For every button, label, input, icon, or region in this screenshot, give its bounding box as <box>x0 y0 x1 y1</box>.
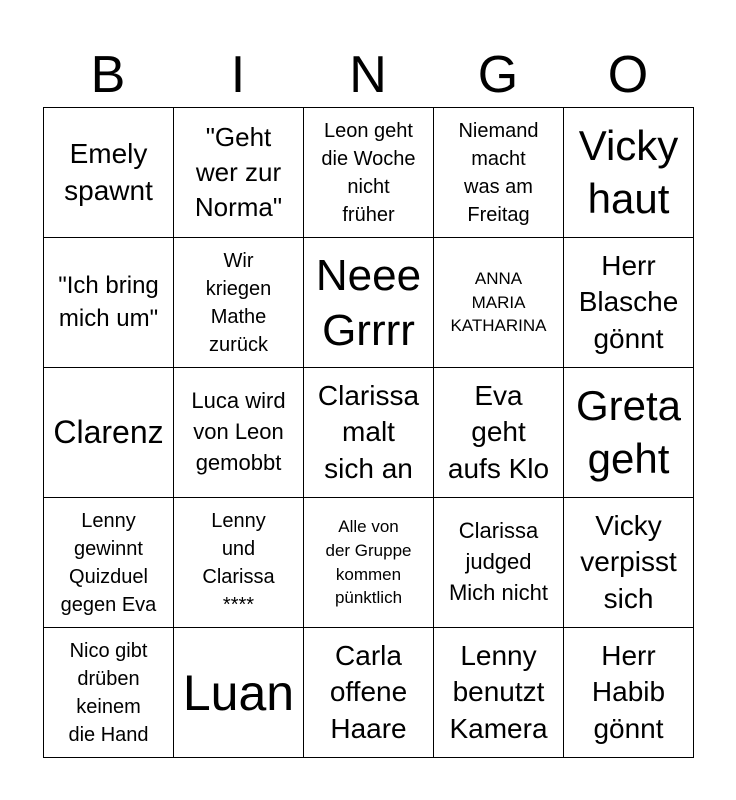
bingo-cell: Clarenz <box>44 368 174 498</box>
header-letter-i: I <box>230 46 246 104</box>
bingo-cell: Greta geht <box>564 368 694 498</box>
header-letter-g: G <box>477 46 519 104</box>
header-letter-n: N <box>349 46 387 104</box>
bingo-cell: "Geht wer zur Norma" <box>174 108 304 238</box>
bingo-cell: Eva geht aufs Klo <box>434 368 564 498</box>
bingo-cell: Niemand macht was am Freitag <box>434 108 564 238</box>
header-letter-b: B <box>90 46 126 104</box>
board-row <box>44 628 694 758</box>
bingo-cell: Herr Blasche gönnt <box>564 238 694 368</box>
bingo-cell: "Ich bring mich um" <box>44 238 174 368</box>
bingo-cell: Clarissa judged Mich nicht <box>434 498 564 628</box>
board-row <box>44 368 694 498</box>
bingo-cell: Nico gibt drüben keinem die Hand <box>44 628 174 758</box>
header-letter-o: O <box>607 46 649 104</box>
bingo-cell: Clarissa malt sich an <box>304 368 434 498</box>
bingo-cell: Neee Grrrr <box>304 238 434 368</box>
bingo-cell: Lenny und Clarissa **** <box>174 498 304 628</box>
bingo-cell: Vicky verpisst sich <box>564 498 694 628</box>
bingo-cell: Herr Habib gönnt <box>564 628 694 758</box>
bingo-cell: Luca wird von Leon gemobbt <box>174 368 304 498</box>
bingo-cell: Luan <box>174 628 304 758</box>
bingo-board <box>43 107 694 758</box>
bingo-cell: Emely spawnt <box>44 108 174 238</box>
bingo-cell: Leon geht die Woche nicht früher <box>304 108 434 238</box>
bingo-cell: ANNA MARIA KATHARINA <box>434 238 564 368</box>
bingo-header <box>43 44 693 106</box>
board-row <box>44 108 694 238</box>
bingo-cell: Carla offene Haare <box>304 628 434 758</box>
board-row <box>44 238 694 368</box>
bingo-cell: Vicky haut <box>564 108 694 238</box>
board-row <box>44 498 694 628</box>
bingo-cell: Wir kriegen Mathe zurück <box>174 238 304 368</box>
bingo-cell: Alle von der Gruppe kommen pünktlich <box>304 498 434 628</box>
bingo-cell: Lenny benutzt Kamera <box>434 628 564 758</box>
bingo-cell: Lenny gewinnt Quizduel gegen Eva <box>44 498 174 628</box>
